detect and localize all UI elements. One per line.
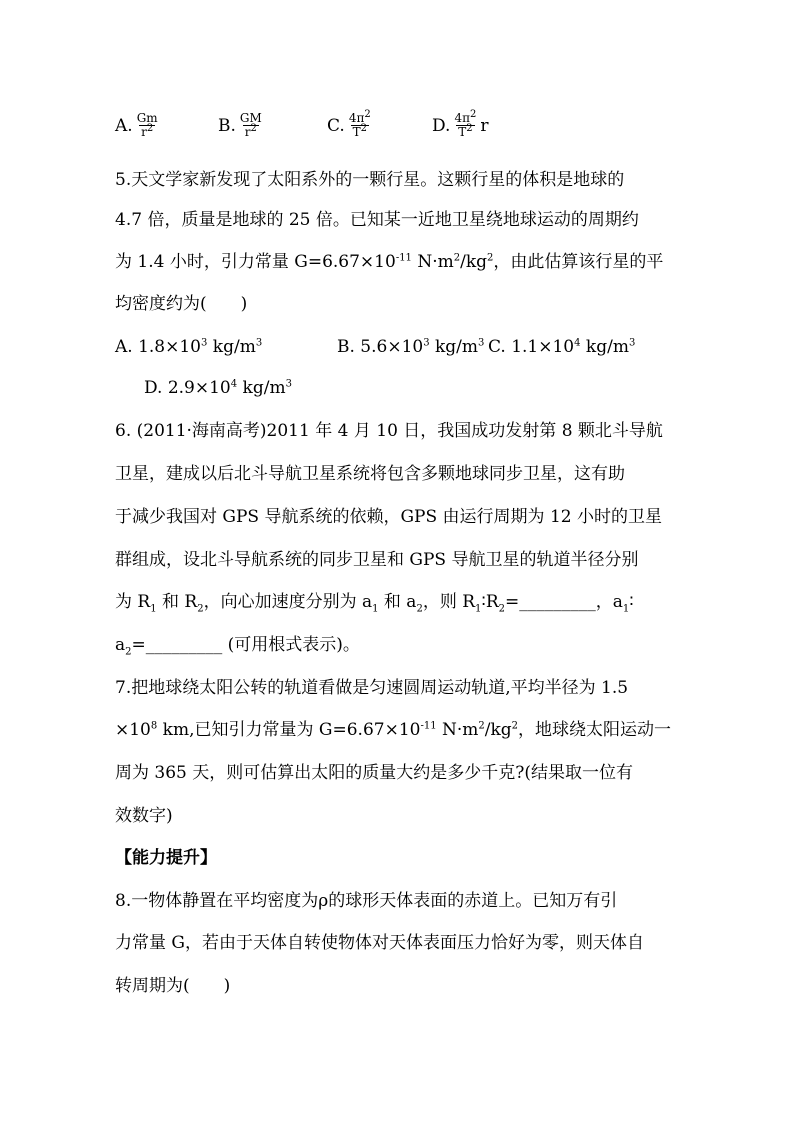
q5-line-1: 5.天文学家新发现了太阳系外的一颗行星。这颗行星的体积是地球的: [115, 170, 625, 190]
fraction: $\frac{Gm}{r^2}$: [136, 111, 158, 139]
q5-line-4: 均密度约为( ): [115, 294, 248, 314]
q7-line-3: 周为 365 天，则可估算出太阳的质量大约是多少千克?(结果取一位有: [115, 763, 634, 783]
q5-option-b: B. $5.6\times 10^3$ $kg/m^3$: [337, 337, 485, 357]
q8-line-3: 转周期为( ): [115, 976, 231, 996]
q7-line-4: 效数字): [115, 806, 173, 826]
q7-line-1: 7.把地球绕太阳公转的轨道看做是匀速圆周运动轨道,平均半径为 1.5: [115, 678, 629, 698]
q6-line-5: 为 $R_1$ 和 $R_2$，向心加速度分别为 $a_1$ 和 $a_2$，则 $R_1∶R_2=\_\_\_\_\_\_\_\_\_$，$a_1∶$: [115, 592, 634, 615]
q5-option-c: C. $1.1\times 10^4$ $kg/m^3$: [488, 337, 636, 357]
q8-line-2: 力常量 G，若由于天体自转使物体对天体表面压力恰好为零，则天体自: [115, 933, 644, 953]
q5-line-2: 4.7 倍，质量是地球的 25 倍。已知某一近地卫星绕地球运动的周期约: [115, 210, 639, 230]
q4-option-a: A. $\frac{Gm}{r^2}$: [115, 111, 158, 139]
q5-option-a: A. $1.8\times 10^3$ $kg/m^3$: [115, 337, 263, 357]
q4-option-c: C. $\frac{4\pi^2}{T^2}$: [327, 109, 371, 139]
section-heading: 【能力提升】: [115, 848, 217, 868]
q8-line-1: 8.一物体静置在平均密度为ρ的球形天体表面的赤道上。已知万有引: [115, 891, 618, 911]
q5-option-d: D. $2.9\times 10^4$ $kg/m^3$: [144, 378, 292, 398]
q6-line-6: $a_2=\_\_\_\_\_\_\_\_\_$ (可用根式表示)。: [115, 635, 360, 658]
q4-option-b: B. $\frac{GM}{r^2}$: [218, 111, 262, 139]
q6-line-3: 于减少我国对 GPS 导航系统的依赖，GPS 由运行周期为 12 小时的卫星: [115, 507, 662, 527]
fraction: $\frac{GM}{r^2}$: [239, 111, 262, 139]
fraction: $\frac{4\pi^2}{T^2}$: [454, 109, 477, 139]
q4-option-d: D. $\frac{4\pi^2}{T^2}$ r: [432, 109, 489, 139]
q6-line-4: 群组成，设北斗导航系统的同步卫星和 GPS 导航卫星的轨道半径分别: [115, 550, 639, 570]
q7-line-2: $\times 10^8$ km,已知引力常量为 $G=6.67\times 10^{-11}$ $N\cdot m^2/kg^2$，地球绕太阳运动一: [115, 720, 672, 740]
q6-line-1: 6. (2011·海南高考)2011 年 4 月 10 日，我国成功发射第 8 颗北斗导航: [115, 421, 663, 441]
q6-line-2: 卫星，建成以后北斗导航卫星系统将包含多颗地球同步卫星，这有助: [115, 464, 625, 484]
fraction: $\frac{4\pi^2}{T^2}$: [348, 109, 371, 139]
q5-line-3: 为 1.4 小时，引力常量 $G=6.67\times 10^{-11}$ $N\cdot m^2/kg^2$，由此估算该行星的平: [115, 252, 664, 272]
